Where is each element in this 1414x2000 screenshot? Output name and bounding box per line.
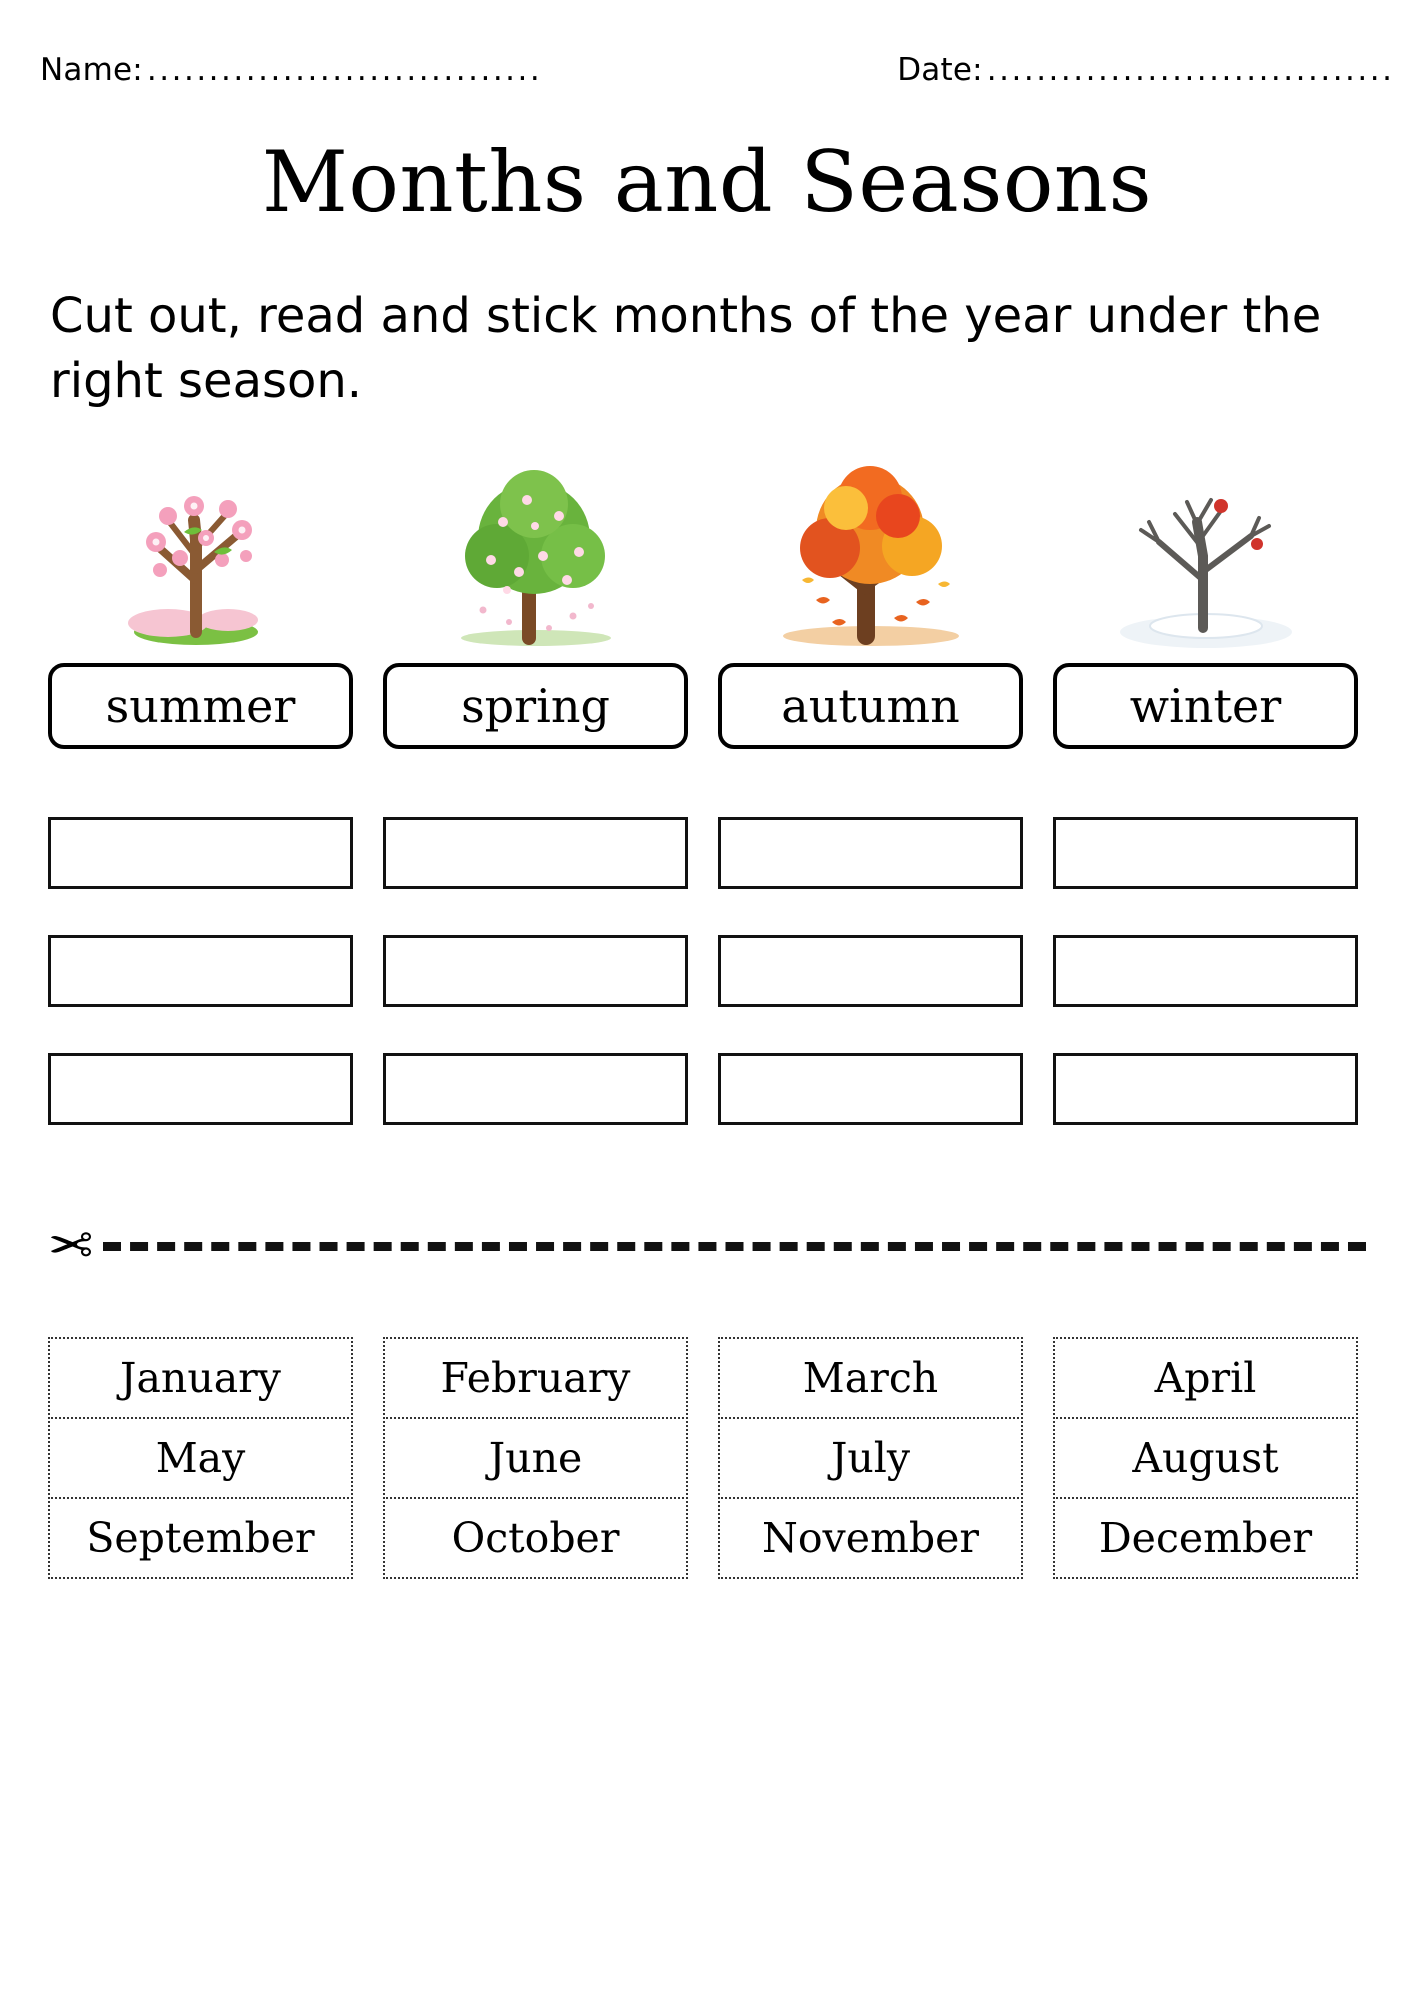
answer-box-winter-2[interactable] [1053,935,1358,1007]
season-label-spring[interactable]: spring [383,663,688,749]
answer-box-summer-2[interactable] [48,935,353,1007]
season-label-autumn[interactable]: autumn [718,663,1023,749]
worksheet-meta-row [40,0,1395,88]
answer-box-spring-1[interactable] [383,817,688,889]
month-column-1 [48,1337,353,1579]
seasons-row [40,450,1374,749]
blossom-tree-icon [48,450,353,655]
season-label-winter[interactable]: winter [1053,663,1358,749]
date-blank-line[interactable]: ................................. [986,52,1395,88]
month-card-august[interactable]: August [1053,1417,1358,1499]
answer-box-winter-1[interactable] [1053,817,1358,889]
answer-row [48,817,1366,889]
season-column-summer [48,450,353,749]
answer-box-autumn-3[interactable] [718,1053,1023,1125]
answer-box-spring-2[interactable] [383,935,688,1007]
month-card-april[interactable]: April [1053,1337,1358,1419]
answer-box-autumn-1[interactable] [718,817,1023,889]
instruction-text: Cut out, read and stick months of the year under the right season. [50,288,1322,409]
season-column-spring [383,450,688,749]
answer-boxes-grid [40,817,1374,1125]
green-tree-icon [383,450,688,655]
answer-box-summer-3[interactable] [48,1053,353,1125]
answer-row [48,935,1366,1007]
name-label: Name: [40,52,143,88]
answer-box-spring-3[interactable] [383,1053,688,1125]
month-card-february[interactable]: February [383,1337,688,1419]
season-column-winter [1053,450,1358,749]
bare-snow-tree-icon [1053,450,1358,655]
month-column-4 [1053,1337,1358,1579]
scissors-icon: ✂ [48,1215,94,1276]
season-label-summer[interactable]: summer [48,663,353,749]
answer-box-autumn-2[interactable] [718,935,1023,1007]
answer-box-winter-3[interactable] [1053,1053,1358,1125]
month-cards-grid [40,1337,1374,1579]
month-card-march[interactable]: March [718,1337,1023,1419]
autumn-tree-icon [718,450,1023,655]
dashed-cut-rule [103,1242,1366,1251]
cut-line [40,1211,1374,1281]
month-column-2 [383,1337,688,1579]
month-card-september[interactable]: September [48,1497,353,1579]
page-title: Months and Seasons [261,133,1153,231]
answer-box-summer-1[interactable] [48,817,353,889]
month-card-december[interactable]: December [1053,1497,1358,1579]
month-card-october[interactable]: October [383,1497,688,1579]
season-column-autumn [718,450,1023,749]
answer-row [48,1053,1366,1125]
month-card-november[interactable]: November [718,1497,1023,1579]
month-column-3 [718,1337,1023,1579]
date-label: Date: [897,52,983,88]
month-card-july[interactable]: July [718,1417,1023,1499]
month-card-june[interactable]: June [383,1417,688,1499]
month-card-may[interactable]: May [48,1417,353,1499]
name-blank-line[interactable]: ................................ [146,52,543,88]
month-card-january[interactable]: January [48,1337,353,1419]
